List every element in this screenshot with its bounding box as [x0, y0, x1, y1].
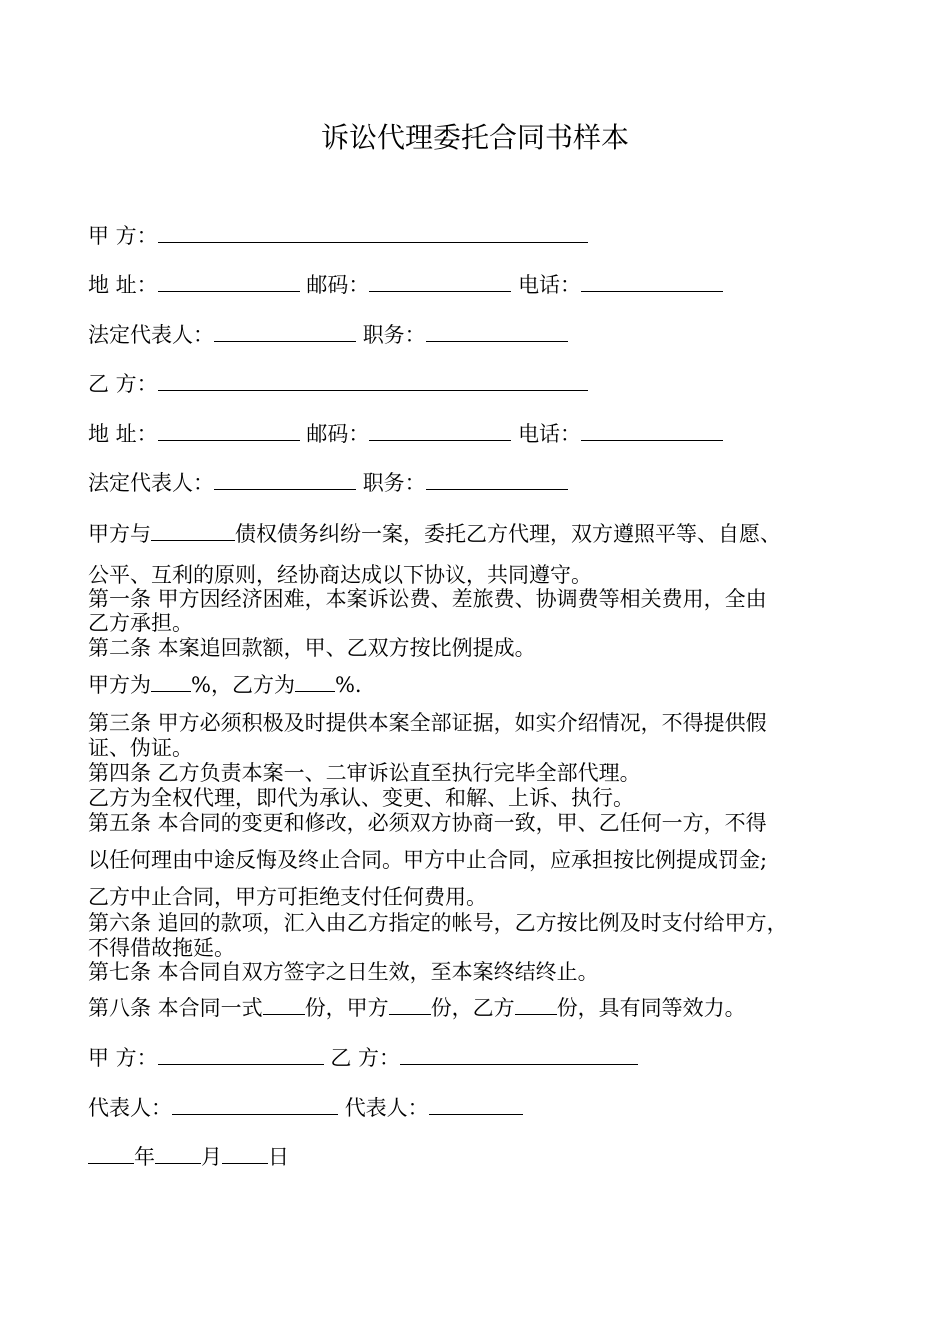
- party-b-name-field[interactable]: [158, 370, 588, 391]
- article-1-line-2: 乙方承担。: [88, 611, 193, 635]
- signature-party-line: [88, 1044, 638, 1072]
- party-a-postcode-field[interactable]: [369, 271, 511, 292]
- ratio-a-prefix: 甲方为: [88, 673, 151, 697]
- sign-party-b-field[interactable]: [400, 1044, 638, 1065]
- party-b-position-label: 职务：: [362, 471, 426, 495]
- party-a-name-field[interactable]: [158, 222, 588, 243]
- intro-prefix: 甲方与: [88, 522, 151, 546]
- article-5-line-3: 乙方中止合同，甲方可拒绝支付任何费用。: [88, 885, 487, 909]
- party-b-position-field[interactable]: [426, 469, 568, 490]
- sign-rep-a-label: 代表人：: [88, 1096, 172, 1120]
- party-a-phone-field[interactable]: [581, 271, 723, 292]
- article-5-line-1: 第五条 本合同的变更和修改，必须双方协商一致，甲、乙任何一方，不得: [88, 811, 767, 835]
- article-5-line-2: 以任何理由中途反悔及终止合同。甲方中止合同，应承担按比例提成罚金;: [88, 848, 768, 872]
- article-6-line-1: 第六条 追回的款项，汇入由乙方指定的帐号，乙方按比例及时支付给甲方，: [88, 911, 788, 935]
- party-a-position-label: 职务：: [362, 323, 426, 347]
- year-label: 年: [134, 1145, 155, 1169]
- article-8-b: 份，乙方: [430, 996, 515, 1020]
- article-3-line-1: 第三条 甲方必须积极及时提供本案全部证据，如实介绍情况，不得提供假: [88, 711, 767, 735]
- party-b-label: 乙 方：: [88, 372, 158, 396]
- document-title: 诉讼代理委托合同书样本: [320, 121, 629, 154]
- party-b-phone-label: 电话：: [518, 422, 582, 446]
- party-a-phone-label: 电话：: [518, 273, 582, 297]
- article-1-line-1: 第一条 甲方因经济困难，本案诉讼费、差旅费、协调费等相关费用，全由: [88, 587, 767, 611]
- party-a-address-line: [88, 271, 723, 299]
- party-b-rep-line: [88, 469, 568, 497]
- intro-suffix: 债权债务纠纷一案，委托乙方代理，双方遵照平等、自愿、: [235, 522, 781, 546]
- article-8-prefix: 第八条 本合同一式: [88, 996, 263, 1020]
- copies-b-field[interactable]: [515, 994, 557, 1015]
- party-b-rep-label: 法定代表人：: [88, 471, 214, 495]
- article-2: 第二条 本案追回款额，甲、乙双方按比例提成。: [88, 636, 536, 660]
- sign-party-a-field[interactable]: [158, 1044, 324, 1065]
- intro-line-1: [88, 520, 781, 548]
- party-a-address-field[interactable]: [158, 271, 300, 292]
- party-a-line: [88, 222, 588, 250]
- ratio-b-field[interactable]: [295, 671, 335, 692]
- day-label: 日: [268, 1145, 289, 1169]
- sign-rep-b-label: 代表人：: [344, 1096, 429, 1120]
- intro-line-2: 公平、互利的原则，经协商达成以下协议，共同遵守。: [88, 563, 592, 587]
- party-a-postcode-label: 邮码：: [306, 273, 370, 297]
- date-month-field[interactable]: [155, 1143, 201, 1164]
- article-7: 第七条 本合同自双方签字之日生效，至本案终结终止。: [88, 960, 599, 984]
- date-day-field[interactable]: [222, 1143, 268, 1164]
- article-8-suffix: 份，具有同等效力。: [556, 996, 746, 1020]
- party-b-line: [88, 370, 588, 398]
- party-b-address-line: [88, 420, 723, 448]
- copies-a-field[interactable]: [389, 994, 431, 1015]
- party-a-rep-label: 法定代表人：: [88, 323, 214, 347]
- party-b-address-field[interactable]: [158, 420, 300, 441]
- copies-total-field[interactable]: [263, 994, 305, 1015]
- party-b-address-label: 地 址：: [88, 422, 158, 446]
- party-a-rep-line: [88, 321, 568, 349]
- article-8: [88, 994, 746, 1022]
- article-3-line-2: 证、伪证。: [88, 736, 193, 760]
- signature-rep-line: [88, 1094, 523, 1122]
- party-b-postcode-label: 邮码：: [306, 422, 370, 446]
- month-label: 月: [201, 1145, 222, 1169]
- sign-party-b-label: 乙 方：: [330, 1046, 401, 1070]
- party-b-phone-field[interactable]: [581, 420, 723, 441]
- ratio-mid: %，乙方为: [191, 673, 295, 697]
- sign-party-a-label: 甲 方：: [88, 1046, 158, 1070]
- article-4-line-2: 乙方为全权代理，即代为承认、变更、和解、上诉、执行。: [88, 786, 634, 810]
- ratio-a-field[interactable]: [151, 671, 191, 692]
- signature-date-line: [88, 1143, 289, 1171]
- ratio-line: [88, 671, 362, 699]
- dispute-party-field[interactable]: [151, 520, 235, 541]
- article-4-line-1: 第四条 乙方负责本案一、二审诉讼直至执行完毕全部代理。: [88, 761, 641, 785]
- date-year-field[interactable]: [88, 1143, 134, 1164]
- article-6-line-2: 不得借故拖延。: [88, 936, 235, 960]
- article-8-a: 份，甲方: [304, 996, 389, 1020]
- party-a-address-label: 地 址：: [88, 273, 158, 297]
- sign-rep-b-field[interactable]: [429, 1094, 523, 1115]
- party-b-rep-field[interactable]: [214, 469, 356, 490]
- party-a-rep-field[interactable]: [214, 321, 356, 342]
- party-a-position-field[interactable]: [426, 321, 568, 342]
- party-b-postcode-field[interactable]: [369, 420, 511, 441]
- party-a-label: 甲 方：: [88, 224, 158, 248]
- sign-rep-a-field[interactable]: [172, 1094, 338, 1115]
- ratio-end: %.: [334, 673, 362, 697]
